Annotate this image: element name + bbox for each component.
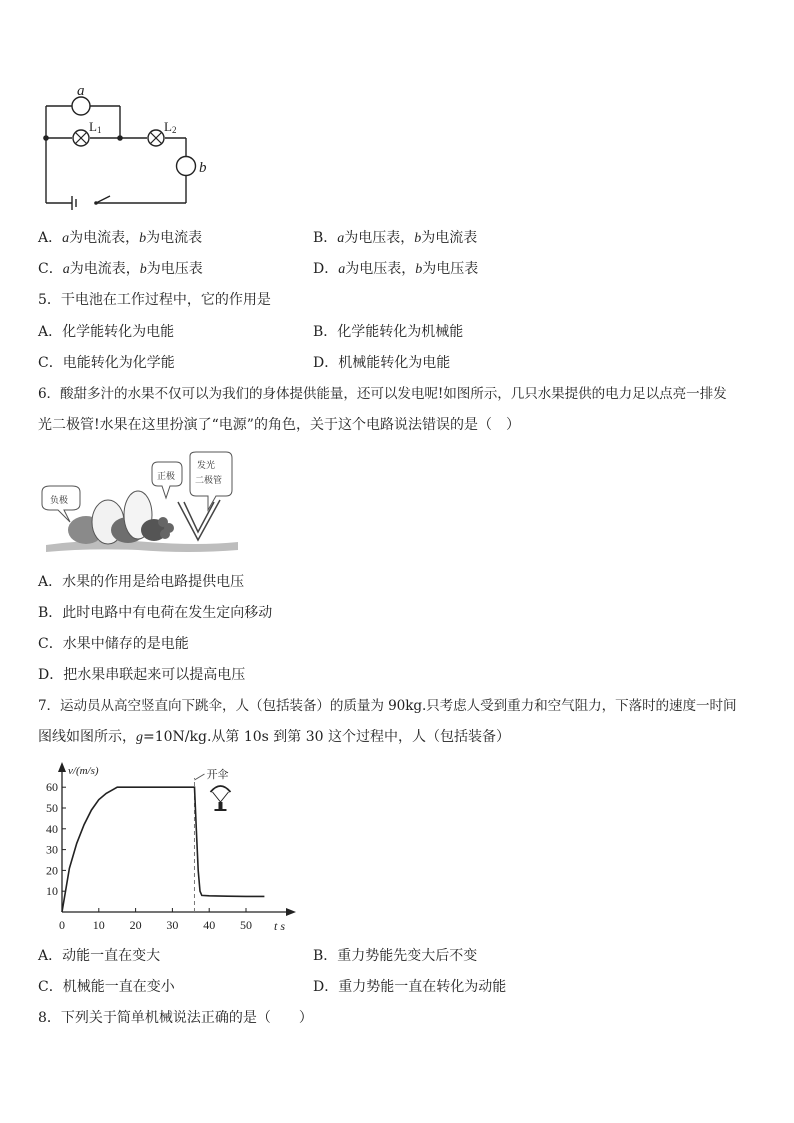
q5-option-a[interactable]: A．化学能转化为电能: [38, 324, 175, 340]
fruit-icon: [68, 491, 174, 544]
x-tick-label: 10: [92, 918, 105, 932]
label-a: a: [77, 83, 85, 99]
lamp-l2-icon: [148, 130, 164, 146]
y-tick-label: 60: [46, 780, 58, 795]
label-b: b: [199, 160, 207, 176]
q6-stem-line1: 6．酸甜多汁的水果不仅可以为我们的身体提供能量，还可以发电呢!如图所示，几只水果提供的电力足以点亮一排发: [38, 386, 727, 402]
y-axis-arrow-icon: [58, 762, 66, 772]
bubble-positive: [152, 462, 182, 498]
q7-option-a[interactable]: A．动能一直在变大: [38, 948, 161, 964]
svg-text:正极: 正极: [157, 471, 176, 481]
y-tick-label: 50: [46, 801, 58, 815]
parachute-cord: [220, 792, 228, 802]
svg-text:二极管: 二极管: [195, 475, 223, 485]
x-tick-label: 20: [129, 918, 142, 932]
y-axis-label: v/(m/s): [68, 765, 99, 777]
x-tick-label: 0: [59, 918, 65, 932]
label-l2: L2: [164, 119, 177, 135]
annotation-label: 开伞: [206, 769, 229, 781]
x-tick-label: 30: [166, 918, 179, 932]
led-icon: [178, 500, 220, 540]
circuit-diagram: [36, 80, 226, 215]
annotation-leader: [194, 774, 204, 780]
q4-option-d[interactable]: D．a为电压表，b为电压表: [313, 261, 479, 277]
q7-stem-line1: 7．运动员从高空竖直向下跳伞，人（包括装备）的质量为 90kg.只考虑人受到重力和空气阻力，下落时的速度一时间: [38, 698, 737, 714]
q8-stem: 8．下列关于简单机械说法正确的是（ ）: [38, 1010, 313, 1026]
q4-option-c[interactable]: C．a为电流表，b为电压表: [38, 261, 203, 277]
parachute-canopy: [210, 786, 230, 792]
x-tick-label: 40: [203, 918, 216, 932]
series-line-0: [62, 787, 264, 912]
y-tick-label: 40: [46, 821, 58, 836]
x-axis-label: t s: [274, 919, 286, 932]
fruit-battery-figure: [38, 450, 243, 560]
meter-b-icon: [177, 157, 196, 176]
q6-option-a[interactable]: A．水果的作用是给电路提供电压: [38, 574, 245, 590]
q6-option-c[interactable]: C．水果中储存的是电能: [38, 636, 189, 652]
y-tick-label: 10: [46, 884, 58, 899]
q4-option-a[interactable]: A．a为电流表，b为电流表: [38, 230, 203, 246]
q7-option-c[interactable]: C．机械能一直在变小: [38, 979, 175, 995]
q4-option-b[interactable]: B．a为电压表，b为电流表: [313, 230, 478, 246]
q6-option-b[interactable]: B．此时电路中有电荷在发生定向移动: [38, 605, 273, 621]
velocity-time-chart: [34, 760, 304, 932]
parachute-icon: [210, 786, 230, 810]
parachute-jumper: [218, 802, 222, 810]
lamp-l1-icon: [73, 130, 89, 146]
x-axis-arrow-icon: [286, 908, 296, 916]
q7-option-d[interactable]: D．重力势能一直在转化为动能: [313, 979, 507, 995]
q6-stem-line2: 光二极管!水果在这里扮演了“电源”的角色，关于这个电路说法错误的是（ ）: [38, 417, 520, 433]
bubble-led: [190, 452, 232, 510]
q5-option-c[interactable]: C．电能转化为化学能: [38, 355, 175, 371]
y-tick-label: 30: [46, 842, 58, 857]
q7-option-b[interactable]: B．重力势能先变大后不变: [313, 948, 478, 964]
parachute-cord: [212, 792, 220, 802]
svg-text:发光: 发光: [197, 460, 216, 470]
y-tick-label: 20: [46, 863, 58, 878]
meter-a-icon: [72, 97, 90, 115]
label-l1: L1: [89, 119, 102, 135]
q6-option-d[interactable]: D．把水果串联起来可以提高电压: [38, 667, 246, 683]
q5-stem: 5．干电池在工作过程中，它的作用是: [38, 292, 271, 308]
x-tick-label: 50: [240, 918, 252, 932]
svg-text:负极: 负极: [50, 495, 69, 505]
q5-option-d[interactable]: D．机械能转化为电能: [313, 355, 451, 371]
q7-stem-line2: 图线如图所示，g=10N/kg.从第 10s 到第 30 这个过程中，人（包括装备）: [38, 729, 511, 745]
bubble-negative: [42, 486, 80, 522]
q5-option-b[interactable]: B．化学能转化为机械能: [313, 324, 464, 340]
